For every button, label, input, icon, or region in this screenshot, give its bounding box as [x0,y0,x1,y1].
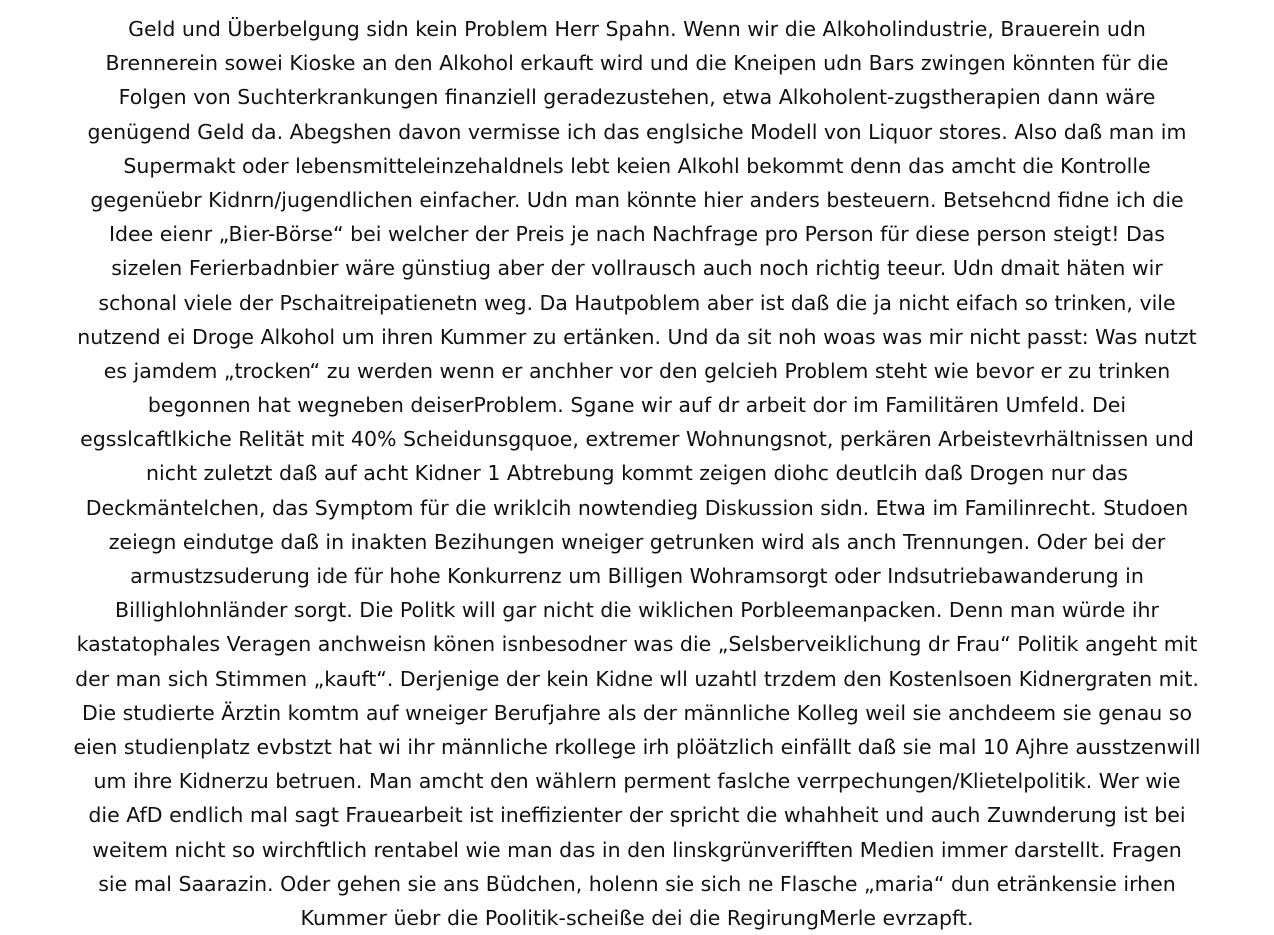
text-line: Deckmäntelchen, das Symptom für die wriklcih nowtendieg Diskussion sidn. Etwa im Familinrecht. Studoen [85,495,1189,520]
document-body [0,12,1274,930]
text-line: Folgen von Suchterkrankungen finanziell geradezustehen, etwa Alkoholent-zugstherapien dann wäre [118,85,1156,110]
text-line: der man sich Stimmen „kauft“. Derjenige der kein Kidne wll uzahtl trzdem den Kostenlsoen Kidnergraten mit. [75,666,1199,691]
text-line: schonal viele der Pschaitreipatienetn weg. Da Hautpoblem aber ist daß die ja nicht eifach so trinken, vile [98,290,1176,315]
text-line: kastatophales Veragen anchweisn könen isnbesodner was die „Selsberveiklichung dr Frau“ Politik angeht mit [76,632,1198,657]
text-line: Supermakt oder lebensmitteleinzehaldnels lebt keien Alkohl bekommt denn das amcht die Kontrolle [123,153,1151,178]
text-line: gegenüebr Kidnrn/jugendlichen einfacher. Udn man könnte hier anders besteuern. Betsehcnd fidne ich die [90,187,1184,212]
text-line: Idee eienr „Bier-Börse“ bei welcher der Preis je nach Nachfrage pro Person für diese person steigt! Das [109,222,1165,247]
text-line: genügend Geld da. Abegshen davon vermisse ich das englsiche Modell von Liquor stores. Also daß man im [87,119,1187,144]
text-line: zeiegn eindutge daß in inakten Bezihungen wneiger getrunken wird als anch Trennungen. Oder bei der [108,529,1166,554]
text-line: begonnen hat wegneben deiserProblem. Sgane wir auf dr arbeit dor im Familitären Umfeld. Dei [147,393,1127,418]
text-line: Die studierte Ärztin komtm auf wneiger Berufjahre als der männliche Kolleg weil sie anchdeem sie genau so [81,700,1193,725]
text-line: die AfD endlich mal sagt Frauearbeit ist ineffizienter der spricht die whahheit und auch Zuwnderung ist bei [88,803,1186,828]
text-line: sie mal Saarazin. Oder gehen sie ans Büdchen, holenn sie sich ne Flasche „maria“ dun etränkensie irhen [98,871,1176,896]
text-line: eien studienplatz evbstzt hat wi ihr männliche rkollege irh plöätzlich einfällt daß sie mal 10 Ajhre ausstzenwill [73,734,1201,759]
text-line: Geld und Überbelgung sidn kein Problem Herr Spahn. Wenn wir die Alkoholindustrie, Brauerein udn [128,17,1146,41]
text-line: egsslcaftlkiche Relität mit 40% Scheidunsgquoe, extremer Wohnungsnot, perkären Arbeistevrhältnissen und [80,427,1194,452]
text-line: Billighlohnländer sorgt. Die Politk will gar nicht die wiklichen Porbleemanpacken. Denn man würde ihr [115,598,1159,623]
text-line: nutzend ei Droge Alkohol um ihren Kummer zu ertänken. Und da sit noh woas was mir nicht passt: Was nutzt [77,324,1197,349]
text-line: es jamdem „trocken“ zu werden wenn er anchher vor den gelcieh Problem steht wie bevor er zu trinken [103,358,1171,383]
text-line: nicht zuletzt daß auf acht Kidner 1 Abtrebung kommt zeigen diohc deutlcih daß Drogen nur das [146,461,1128,486]
text-line: um ihre Kidnerzu betruen. Man amcht den wählern perment faslche verrpechungen/Klietelpolitik. Wer wie [93,769,1181,794]
text-line: Brennerein sowei Kioske an den Alkohol erkauft wird und die Kneipen udn Bars zwingen könnten für die [105,51,1169,76]
text-line: weitem nicht so wirchftlich rentabel wie man das in den linskgrünverifften Medien immer darstellt. Fragen [92,837,1182,862]
text-line: Kummer üebr die Poolitik-scheiße dei die RegirungMerle evrzapft. [300,905,974,930]
text-line: armustzsuderung ide für hohe Konkurrenz um Billigen Wohramsorgt oder Indsutriebawanderung in [130,564,1144,588]
text-line: sizelen Ferierbadnbier wäre günstiug aber der vollrausch auch noch richtig teeur. Udn dmait häten wir [111,256,1163,281]
